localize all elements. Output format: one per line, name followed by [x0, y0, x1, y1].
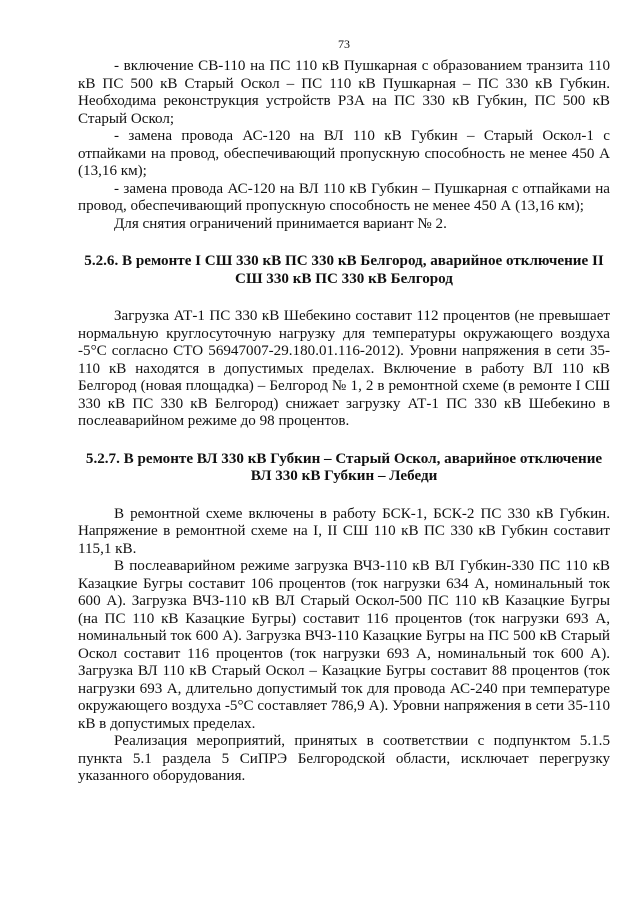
list-item-wire-replacement-1: - замена провода АС-120 на ВЛ 110 кВ Губкин – Старый Оскол-1 с отпайками на провод, обеспечивающий пропускную способность не менее 450 А (13,16 км); — [78, 128, 610, 179]
section-heading-5-2-6: 5.2.6. В ремонте I СШ 330 кВ ПС 330 кВ Белгород, аварийное отключение II СШ 330 кВ ПС 330 кВ Белгород — [84, 253, 604, 287]
document-page — [78, 30, 610, 786]
paragraph-measures: Реализация мероприятий, принятых в соответствии с подпунктом 5.1.5 пункта 5.1 раздела 5 СиПРЭ Белгородской области, исключает перегрузку указанного оборудования. — [78, 733, 610, 784]
paragraph-repair-scheme: В ремонтной схеме включены в работу БСК-1, БСК-2 ПС 330 кВ Губкин. Напряжение в ремонтной схеме на I, II СШ 110 кВ ПС 330 кВ Губкин составит 115,1 кВ. — [78, 505, 610, 557]
paragraph-5-2-6: Загрузка АТ-1 ПС 330 кВ Шебекино составит 112 процентов (не превышает нормальную круглосуточную нагрузку для температуры окружающего воздуха -5°С согласно СТО 56947007-29.180.01.116-2012). Уровни напряжения в сети 35-110 кВ находятся в допустимых пределах. Включение в работу ВЛ 110 кВ Белгород (новая площадка) – Белгород № 1, 2 в ремонтной схеме (в ремонте I СШ 330 кВ ПС 330 кВ Белгород) снижает загрузку АТ-1 ПС 330 кВ Шебекино в послеаварийном режиме до 98 процентов. — [78, 308, 610, 429]
paragraph-variant: Для снятия ограничений принимается вариант № 2. — [114, 215, 447, 232]
paragraph-post-emergency: В послеаварийном режиме загрузка ВЧЗ-110 кВ ВЛ Губкин-330 ПС 110 кВ Казацкие Бугры составит 106 процентов (ток нагрузки 634 А, номинальный ток 600 А). Загрузка ВЧЗ-110 кВ ВЛ Старый Оскол-500 ПС 110 кВ Казацкие Бугры (на ПС 110 кВ Казацкие Бугры) составит 116 процентов (ток нагрузки 693 А, номинальный ток 600 А). Загрузка ВЧЗ-110 Казацкие Бугры на ПС 500 кВ Старый Оскол составит 116 процентов (ток нагрузки 693 А, номинальный ток 600 А). Загрузка ВЛ 110 кВ Старый Оскол – Казацкие Бугры составит 88 процентов (ток нагрузки 693 А, длительно допустимый ток для провода АС-240 при температуре окружающего воздуха -5°С составляет 786,9 А). Уровни напряжения в сети 35-110 кВ в допустимых пределах. — [78, 558, 610, 732]
list-item-sv110: - включение СВ-110 на ПС 110 кВ Пушкарная с образованием транзита 110 кВ ПС 500 кВ Старый Оскол – ПС 110 кВ Пушкарная – ПС 330 кВ Губкин. Необходима реконструкция устройств РЗА на ПС 330 кВ Губкин, ПС 500 кВ Старый Оскол; — [78, 58, 610, 127]
list-item-wire-replacement-2: - замена провода АС-120 на ВЛ 110 кВ Губкин – Пушкарная с отпайками на провод, обеспечивающий пропускную способность не менее 450 А (13,16 км); — [78, 180, 610, 214]
section-heading-5-2-7: 5.2.7. В ремонте ВЛ 330 кВ Губкин – Старый Оскол, аварийное отключение ВЛ 330 кВ Губкин – Лебеди — [85, 450, 603, 484]
page-number: 73 — [338, 37, 350, 51]
